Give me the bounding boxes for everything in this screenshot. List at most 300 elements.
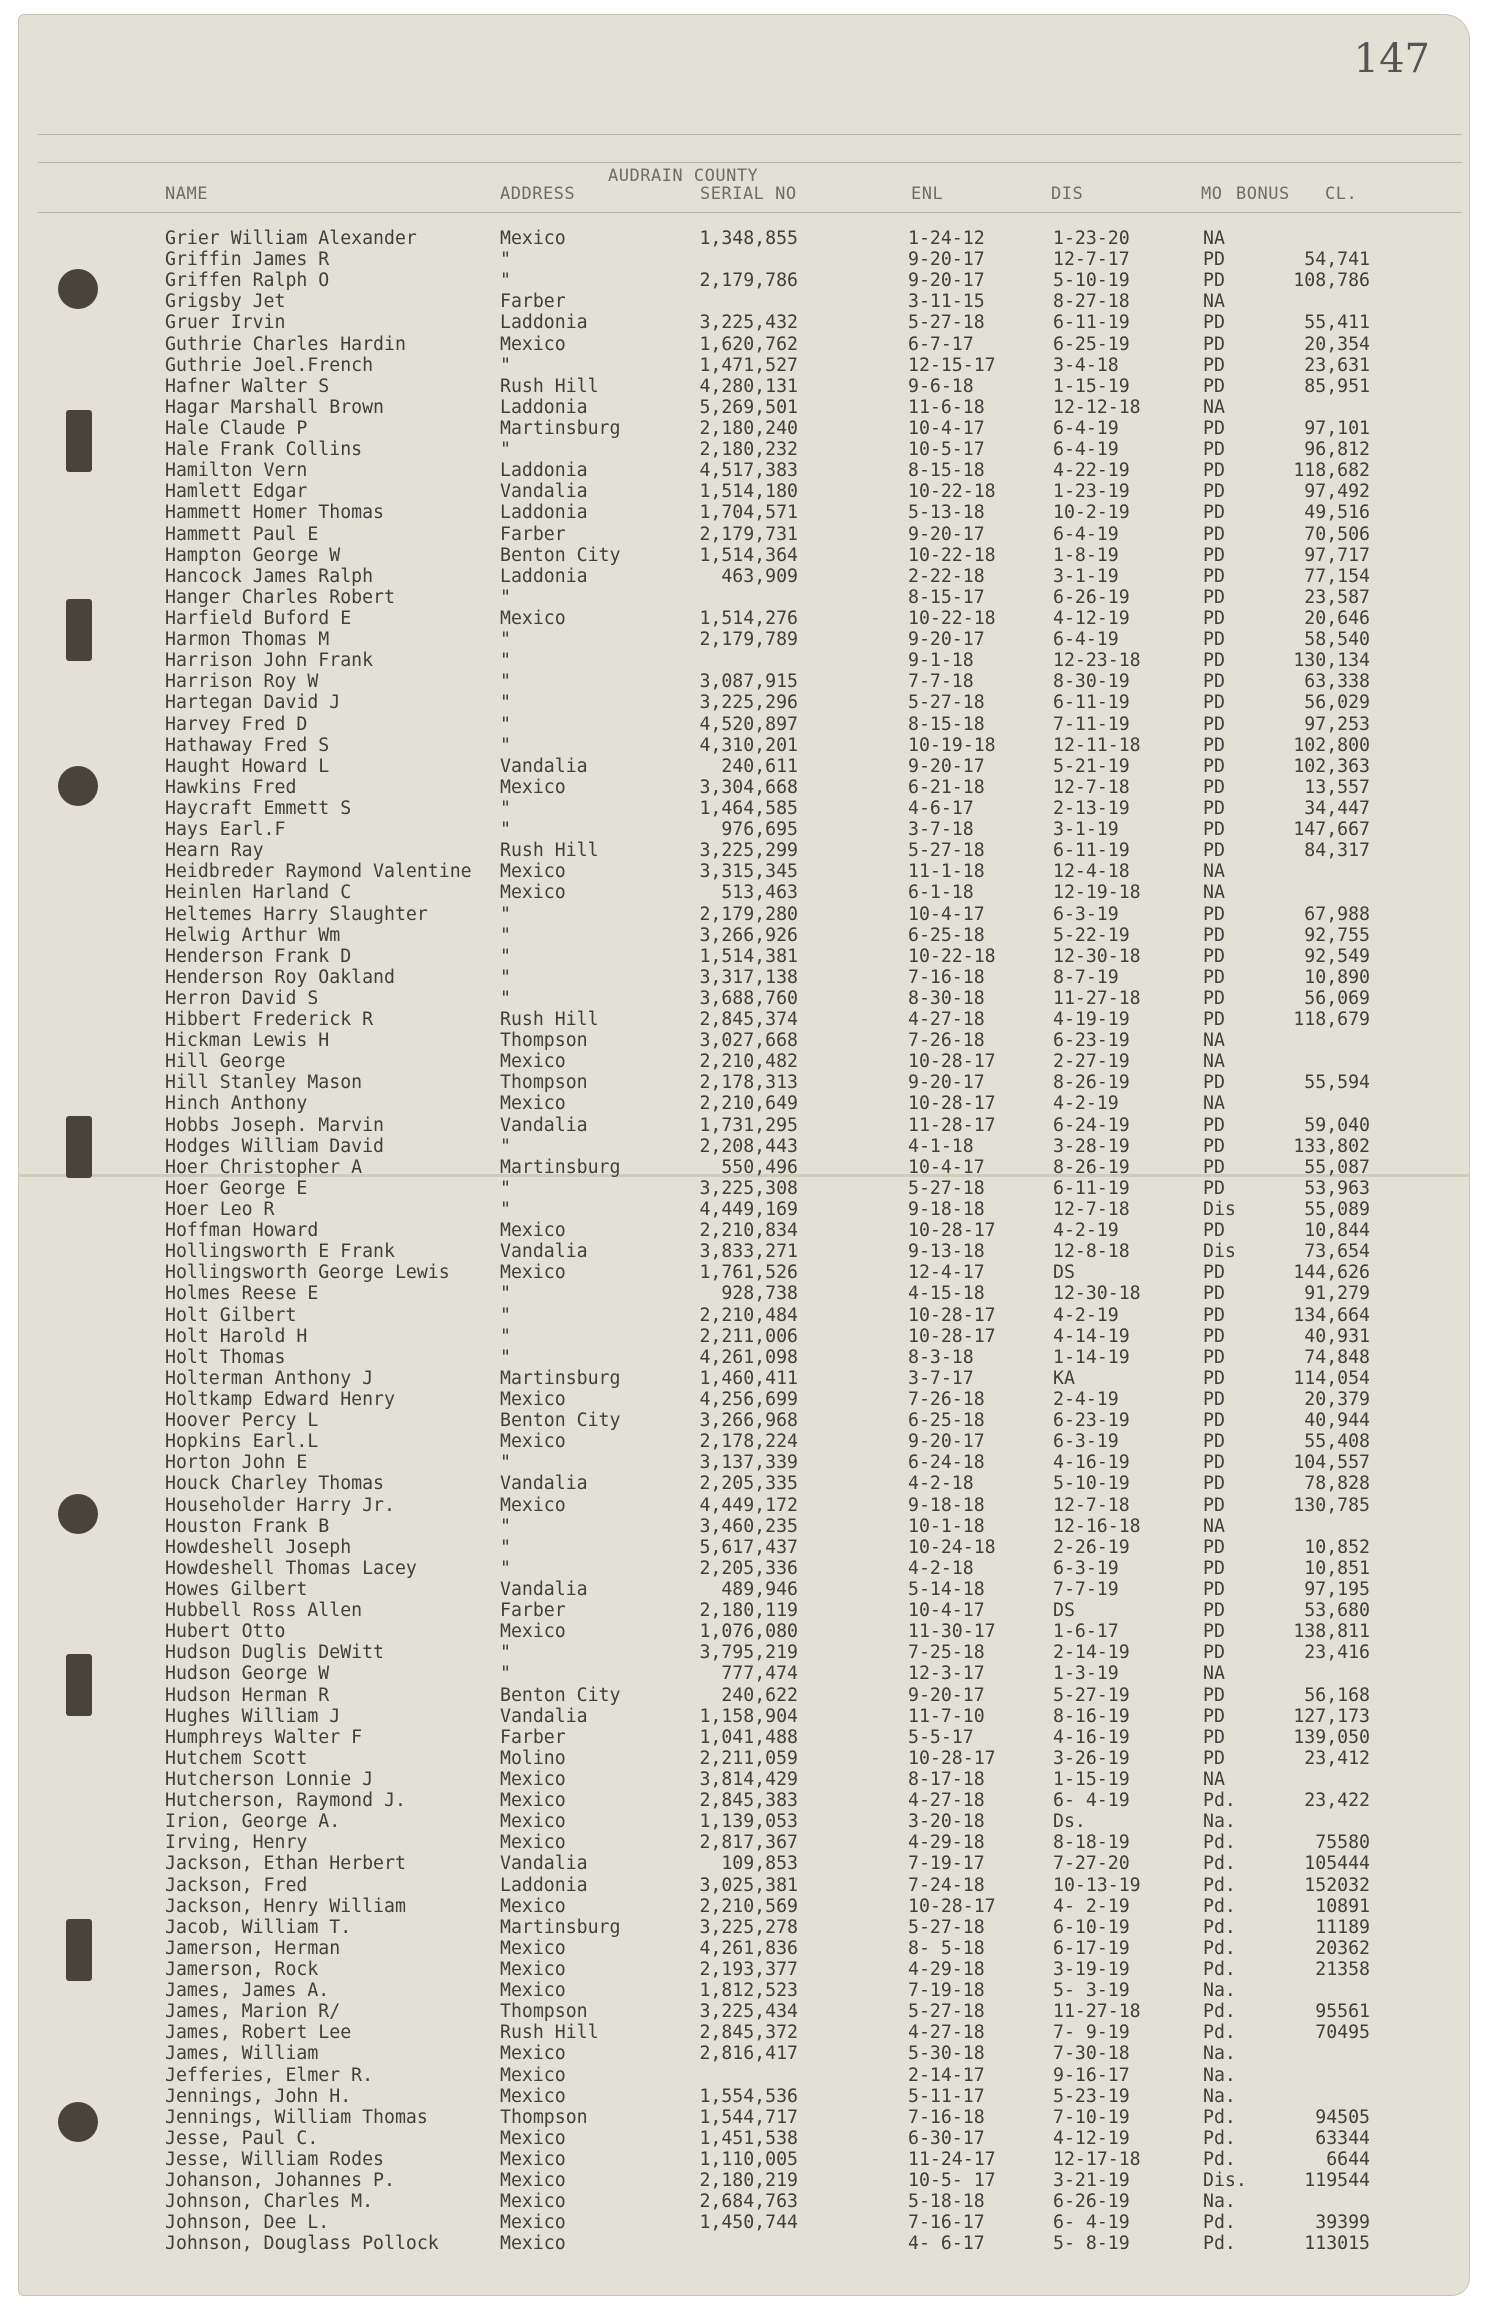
record-mo-status: Pd. [1203, 2022, 1236, 2044]
record-discharge-date: 10-13-19 [1053, 1874, 1141, 1896]
record-enlistment-date: 3-11-15 [908, 291, 985, 313]
record-mo-status: PD [1203, 417, 1225, 439]
record-mo-status: PD [1203, 671, 1225, 693]
record-mo-status: PD [1203, 586, 1225, 608]
record-name: Gruer Irvin [165, 312, 286, 334]
record-enlistment-date: 10-4-17 [908, 1600, 985, 1622]
record-name: Hinch Anthony [165, 1093, 308, 1115]
record-bonus: 118,679 [1293, 1009, 1370, 1031]
record-bonus: 152032 [1304, 1874, 1370, 1896]
record-bonus: 63344 [1315, 2127, 1370, 2149]
record-name: Jacob, William T. [165, 1916, 352, 1938]
record-serial-no: 3,315,345 [699, 861, 798, 883]
record-bonus: 139,050 [1293, 1726, 1370, 1748]
record-serial-no: 3,833,271 [699, 1241, 798, 1263]
record-serial-no: 1,620,762 [699, 333, 798, 355]
record-name: Jesse, William Rodes [165, 2148, 384, 2170]
record-discharge-date: 6-3-19 [1053, 1431, 1119, 1453]
binder-hole [58, 269, 98, 309]
ledger-page [18, 14, 1470, 2296]
record-serial-no: 1,514,180 [699, 481, 798, 503]
record-name: Johnson, Douglass Pollock [165, 2233, 439, 2255]
record-mo-status: PD [1203, 1009, 1225, 1031]
record-bonus: 95561 [1315, 2001, 1370, 2023]
record-address: Mexico [500, 1262, 566, 1284]
record-discharge-date: 11-27-18 [1053, 987, 1141, 1009]
column-header-mo: MO [1201, 184, 1223, 204]
record-address: " [500, 1304, 511, 1326]
record-serial-no: 2,210,569 [699, 1895, 798, 1917]
record-serial-no: 489,946 [721, 1579, 798, 1600]
record-enlistment-date: 7-16-18 [908, 2106, 985, 2128]
record-discharge-date: 12-16-18 [1053, 1515, 1141, 1537]
record-enlistment-date: 10-24-18 [908, 1536, 996, 1558]
record-serial-no: 928,738 [721, 1283, 798, 1305]
record-discharge-date: 4- 2-19 [1053, 1895, 1130, 1917]
record-serial-no: 1,554,536 [699, 2085, 798, 2107]
record-serial-no: 3,266,926 [699, 924, 798, 946]
record-enlistment-date: 5-27-18 [908, 1916, 985, 1938]
record-discharge-date: 3-19-19 [1053, 1958, 1130, 1980]
record-name: Hagar Marshall Brown [165, 396, 384, 418]
record-discharge-date: 6-11-19 [1053, 692, 1130, 714]
record-enlistment-date: 5-27-18 [908, 312, 985, 334]
record-enlistment-date: 10-5- 17 [908, 2170, 996, 2192]
record-mo-status: PD [1203, 1177, 1225, 1199]
record-mo-status: PD [1203, 713, 1225, 735]
record-discharge-date: 2-4-19 [1053, 1389, 1119, 1411]
record-bonus: 96,812 [1304, 439, 1370, 461]
record-discharge-date: 5-10-19 [1053, 1473, 1130, 1495]
record-address: Martinsburg [500, 417, 621, 439]
record-serial-no: 2,205,336 [699, 1557, 798, 1579]
record-serial-no: 2,845,374 [699, 1009, 798, 1031]
record-bonus: 20,354 [1304, 333, 1370, 355]
record-discharge-date: KA [1053, 1367, 1075, 1389]
record-name: Hubert Otto [165, 1621, 286, 1643]
record-enlistment-date: 3-7-18 [908, 819, 974, 841]
record-mo-status: Na. [1203, 2085, 1236, 2107]
record-name: Hutcherson, Raymond J. [165, 1790, 406, 1812]
record-address: " [500, 1642, 511, 1664]
record-bonus: 20,379 [1304, 1389, 1370, 1411]
record-mo-status: NA [1203, 1663, 1225, 1685]
record-mo-status: PD [1203, 1072, 1225, 1094]
record-address: Mexico [500, 2127, 566, 2149]
record-serial-no: 1,812,523 [699, 1980, 798, 2002]
record-name: Hutcherson Lonnie J [165, 1768, 374, 1790]
record-serial-no: 3,225,296 [699, 692, 798, 714]
record-address: " [500, 819, 511, 841]
record-discharge-date: 3-28-19 [1053, 1135, 1130, 1157]
record-enlistment-date: 9-13-18 [908, 1241, 985, 1263]
record-mo-status: PD [1203, 354, 1225, 376]
record-discharge-date: 4-2-19 [1053, 1304, 1119, 1326]
record-serial-no: 4,310,201 [699, 734, 798, 756]
record-mo-status: PD [1203, 249, 1225, 271]
record-name: Hudson Herman R [165, 1684, 330, 1706]
record-discharge-date: 4-16-19 [1053, 1452, 1130, 1474]
record-name: Hale Frank Collins [165, 439, 363, 461]
record-mo-status: PD [1203, 1747, 1225, 1769]
record-bonus: 78,828 [1304, 1473, 1370, 1495]
record-mo-status: PD [1203, 903, 1225, 925]
record-bonus: 10,852 [1304, 1536, 1370, 1558]
record-discharge-date: 2-14-19 [1053, 1642, 1130, 1664]
record-name: Jackson, Henry William [165, 1895, 406, 1917]
record-enlistment-date: 3-7-17 [908, 1367, 974, 1389]
record-enlistment-date: 5-27-18 [908, 692, 985, 714]
record-name: Hodges William David [165, 1135, 384, 1157]
record-mo-status: NA [1203, 1093, 1225, 1115]
record-mo-status: PD [1203, 797, 1225, 819]
record-address: Vandalia [500, 1705, 588, 1727]
record-address: Mexico [500, 1389, 566, 1411]
record-discharge-date: DS [1053, 1600, 1075, 1622]
record-serial-no: 2,210,834 [699, 1220, 798, 1242]
record-discharge-date: 6-23-19 [1053, 1410, 1130, 1432]
record-discharge-date: DS [1053, 1262, 1075, 1284]
page-number: 147 [1353, 36, 1430, 82]
record-discharge-date: 3-26-19 [1053, 1747, 1130, 1769]
record-name: Hollingsworth George Lewis [165, 1262, 450, 1284]
record-address: Mexico [500, 861, 566, 883]
record-discharge-date: 6-3-19 [1053, 903, 1119, 925]
record-name: Houck Charley Thomas [165, 1473, 384, 1495]
record-mo-status: PD [1203, 375, 1225, 397]
record-address: " [500, 1325, 511, 1347]
record-mo-status: Na. [1203, 1980, 1236, 2002]
record-name: Harrison Roy W [165, 671, 319, 693]
record-mo-status: PD [1203, 1135, 1225, 1157]
record-discharge-date: 6-3-19 [1053, 1557, 1119, 1579]
record-mo-status: PD [1203, 1642, 1225, 1664]
record-address: Laddonia [500, 565, 588, 587]
record-address: Vandalia [500, 1241, 588, 1263]
record-enlistment-date: 4-27-18 [908, 1009, 985, 1031]
record-serial-no: 1,041,488 [699, 1726, 798, 1748]
record-discharge-date: 3-1-19 [1053, 565, 1119, 587]
record-mo-status: PD [1203, 1304, 1225, 1326]
record-mo-status: Pd. [1203, 2212, 1236, 2234]
record-discharge-date: 4-19-19 [1053, 1009, 1130, 1031]
record-discharge-date: 6- 4-19 [1053, 2212, 1130, 2234]
record-mo-status: NA [1203, 1768, 1225, 1790]
record-mo-status: Dis [1203, 1199, 1236, 1221]
record-address: Benton City [500, 544, 621, 566]
record-enlistment-date: 5-30-18 [908, 2043, 985, 2065]
record-mo-status: PD [1203, 1283, 1225, 1305]
record-enlistment-date: 9-20-17 [908, 523, 985, 545]
record-bonus: 113015 [1304, 2233, 1370, 2255]
record-discharge-date: 2-26-19 [1053, 1536, 1130, 1558]
record-name: Howdeshell Joseph [165, 1536, 352, 1558]
record-serial-no: 2,180,219 [699, 2170, 798, 2192]
record-mo-status: PD [1203, 607, 1225, 629]
record-name: Henderson Roy Oakland [165, 966, 395, 988]
record-enlistment-date: 5-18-18 [908, 2191, 985, 2213]
binder-hole [58, 766, 98, 806]
record-name: Johanson, Johannes P. [165, 2170, 395, 2192]
record-enlistment-date: 9-20-17 [908, 1431, 985, 1453]
record-name: Harvey Fred D [165, 713, 308, 735]
record-name: Jamerson, Rock [165, 1958, 319, 1980]
record-address: Mexico [500, 1937, 566, 1959]
record-discharge-date: 5-10-19 [1053, 270, 1130, 292]
record-address: Thompson [500, 2001, 588, 2023]
record-bonus: 23,422 [1304, 1790, 1370, 1812]
record-name: James, Robert Lee [165, 2022, 352, 2044]
record-address: " [500, 1346, 511, 1368]
record-address: " [500, 1557, 511, 1579]
record-name: James, James A. [165, 1980, 330, 2002]
record-serial-no: 3,025,381 [699, 1874, 798, 1896]
record-serial-no: 1,460,411 [699, 1367, 798, 1389]
record-name: Haycraft Emmett S [165, 797, 352, 819]
record-serial-no: 2,180,240 [699, 417, 798, 439]
record-address: " [500, 249, 511, 271]
record-serial-no: 3,225,299 [699, 840, 798, 862]
record-mo-status: NA [1203, 291, 1225, 313]
record-enlistment-date: 10-4-17 [908, 417, 985, 439]
record-discharge-date: 6-4-19 [1053, 523, 1119, 545]
column-header-bonus: BONUS [1236, 184, 1290, 204]
record-enlistment-date: 7-19-18 [908, 1980, 985, 2002]
record-enlistment-date: 5-11-17 [908, 2085, 985, 2107]
record-bonus: 55,087 [1304, 1156, 1370, 1178]
record-name: Hobbs Joseph. Marvin [165, 1114, 384, 1136]
record-discharge-date: 4-16-19 [1053, 1726, 1130, 1748]
record-name: Holterman Anthony J [165, 1367, 374, 1389]
record-discharge-date: 2-27-19 [1053, 1051, 1130, 1073]
record-discharge-date: 6-25-19 [1053, 333, 1130, 355]
record-bonus: 102,800 [1293, 734, 1370, 756]
header-rule [38, 162, 1462, 163]
record-enlistment-date: 10-22-18 [908, 481, 996, 503]
record-discharge-date: 6-17-19 [1053, 1937, 1130, 1959]
record-serial-no: 3,225,278 [699, 1916, 798, 1938]
record-address: Rush Hill [500, 375, 599, 397]
record-address: " [500, 270, 511, 292]
record-discharge-date: 2-13-19 [1053, 797, 1130, 819]
record-address: Laddonia [500, 1874, 588, 1896]
record-serial-no: 2,845,372 [699, 2022, 798, 2044]
record-serial-no: 513,463 [721, 882, 798, 904]
record-mo-status: Pd. [1203, 2001, 1236, 2023]
record-enlistment-date: 4-15-18 [908, 1283, 985, 1305]
record-address: Mexico [500, 1895, 566, 1917]
record-enlistment-date: 7-25-18 [908, 1642, 985, 1664]
record-bonus: 104,557 [1293, 1452, 1370, 1474]
record-discharge-date: 7-27-20 [1053, 1853, 1130, 1875]
record-enlistment-date: 11-1-18 [908, 861, 985, 883]
binder-slot [66, 1919, 92, 1981]
record-bonus: 23,587 [1304, 586, 1370, 608]
record-name: Harrison John Frank [165, 650, 374, 672]
record-name: Hill Stanley Mason [165, 1072, 363, 1094]
record-enlistment-date: 2-22-18 [908, 565, 985, 587]
record-enlistment-date: 4- 6-17 [908, 2233, 985, 2255]
record-mo-status: PD [1203, 1452, 1225, 1474]
record-enlistment-date: 6-25-18 [908, 924, 985, 946]
record-discharge-date: 1-23-20 [1053, 228, 1130, 249]
record-serial-no: 2,205,335 [699, 1473, 798, 1495]
record-address: " [500, 354, 511, 376]
record-address: " [500, 945, 511, 967]
record-enlistment-date: 12-4-17 [908, 1262, 985, 1284]
record-discharge-date: 6-11-19 [1053, 1177, 1130, 1199]
record-address: Mexico [500, 882, 566, 904]
record-mo-status: NA [1203, 1051, 1225, 1073]
record-enlistment-date: 10-19-18 [908, 734, 996, 756]
record-name: Hale Claude P [165, 417, 308, 439]
record-address: " [500, 987, 511, 1009]
record-discharge-date: 11-27-18 [1053, 2001, 1141, 2023]
record-discharge-date: 5-21-19 [1053, 755, 1130, 777]
record-name: Howdeshell Thomas Lacey [165, 1557, 417, 1579]
record-discharge-date: 1-3-19 [1053, 1663, 1119, 1685]
record-enlistment-date: 9-6-18 [908, 375, 974, 397]
record-enlistment-date: 5-13-18 [908, 502, 985, 524]
record-address: Rush Hill [500, 840, 599, 862]
record-address: Rush Hill [500, 1009, 599, 1031]
record-discharge-date: 6-26-19 [1053, 586, 1130, 608]
record-mo-status: Pd. [1203, 1790, 1236, 1812]
record-mo-status: PD [1203, 1621, 1225, 1643]
record-mo-status: PD [1203, 1557, 1225, 1579]
record-bonus: 10891 [1315, 1895, 1370, 1917]
record-address: Mexico [500, 2064, 566, 2086]
record-name: Haught Howard L [165, 755, 330, 777]
record-bonus: 97,195 [1304, 1579, 1370, 1600]
record-name: Hammett Paul E [165, 523, 319, 545]
record-address: Mexico [500, 2043, 566, 2065]
record-enlistment-date: 7-24-18 [908, 1874, 985, 1896]
record-address: " [500, 1177, 511, 1199]
binder-slot [66, 1116, 92, 1178]
record-serial-no: 2,180,232 [699, 439, 798, 461]
record-mo-status: Pd. [1203, 2233, 1236, 2255]
record-name: Hawkins Fred [165, 776, 297, 798]
record-name: Hays Earl.F [165, 819, 286, 841]
record-mo-status: PD [1203, 1431, 1225, 1453]
record-name: Johnson, Dee L. [165, 2212, 330, 2234]
record-name: Houston Frank B [165, 1515, 330, 1537]
record-discharge-date: 8-27-18 [1053, 291, 1130, 313]
record-serial-no: 4,280,131 [699, 375, 798, 397]
record-serial-no: 2,179,280 [699, 903, 798, 925]
record-mo-status: PD [1203, 1262, 1225, 1284]
record-bonus: 75580 [1315, 1832, 1370, 1854]
record-discharge-date: 7-10-19 [1053, 2106, 1130, 2128]
record-name: James, Marion R/ [165, 2001, 341, 2023]
record-serial-no: 4,261,098 [699, 1346, 798, 1368]
record-discharge-date: 3-4-18 [1053, 354, 1119, 376]
record-serial-no: 3,460,235 [699, 1515, 798, 1537]
record-address: " [500, 692, 511, 714]
record-discharge-date: 4-12-19 [1053, 607, 1130, 629]
record-address: Mexico [500, 1494, 566, 1516]
record-serial-no: 976,695 [721, 819, 798, 841]
record-mo-status: PD [1203, 1684, 1225, 1706]
record-name: Harmon Thomas M [165, 629, 330, 651]
record-name: Hill George [165, 1051, 286, 1073]
column-header-dis: DIS [1051, 184, 1084, 204]
record-serial-no: 3,688,760 [699, 987, 798, 1009]
record-enlistment-date: 10-22-18 [908, 945, 996, 967]
record-address: " [500, 1663, 511, 1685]
record-discharge-date: Ds. [1053, 1811, 1086, 1833]
record-address: " [500, 734, 511, 756]
binder-hole [58, 1494, 98, 1534]
record-name: Hafner Walter S [165, 375, 330, 397]
record-enlistment-date: 6-25-18 [908, 1410, 985, 1432]
record-mo-status: PD [1203, 755, 1225, 777]
record-bonus: 10,844 [1304, 1220, 1370, 1242]
record-discharge-date: 7-30-18 [1053, 2043, 1130, 2065]
record-serial-no: 4,520,897 [699, 713, 798, 735]
record-discharge-date: 12-7-18 [1053, 1199, 1130, 1221]
record-name: Hickman Lewis H [165, 1030, 330, 1052]
record-mo-status: PD [1203, 439, 1225, 461]
record-enlistment-date: 4-6-17 [908, 797, 974, 819]
record-address: " [500, 629, 511, 651]
record-enlistment-date: 4-2-18 [908, 1473, 974, 1495]
record-mo-status: PD [1203, 1473, 1225, 1495]
record-address: Mexico [500, 1958, 566, 1980]
record-name: Helwig Arthur Wm [165, 924, 341, 946]
record-address: Thompson [500, 1072, 588, 1094]
record-serial-no: 2,817,367 [699, 1832, 798, 1854]
record-serial-no: 3,225,434 [699, 2001, 798, 2023]
record-name: Holt Thomas [165, 1346, 286, 1368]
record-bonus: 105444 [1304, 1853, 1370, 1875]
record-bonus: 53,680 [1304, 1600, 1370, 1622]
record-name: Jesse, Paul C. [165, 2127, 319, 2149]
record-serial-no: 3,225,432 [699, 312, 798, 334]
record-discharge-date: 12-23-18 [1053, 650, 1141, 672]
record-serial-no: 1,471,527 [699, 354, 798, 376]
record-discharge-date: 6-23-19 [1053, 1030, 1130, 1052]
record-bonus: 70,506 [1304, 523, 1370, 545]
record-serial-no: 3,266,968 [699, 1410, 798, 1432]
record-mo-status: PD [1203, 1156, 1225, 1178]
record-discharge-date: 4-12-19 [1053, 2127, 1130, 2149]
record-enlistment-date: 1-24-12 [908, 228, 985, 249]
record-mo-status: PD [1203, 1325, 1225, 1347]
record-serial-no: 1,464,585 [699, 797, 798, 819]
record-serial-no: 2,684,763 [699, 2191, 798, 2213]
record-discharge-date: 1-14-19 [1053, 1346, 1130, 1368]
record-enlistment-date: 4-29-18 [908, 1832, 985, 1854]
record-bonus: 13,557 [1304, 776, 1370, 798]
record-enlistment-date: 10-4-17 [908, 903, 985, 925]
record-mo-status: NA [1203, 228, 1225, 249]
record-discharge-date: 1-15-19 [1053, 375, 1130, 397]
record-address: Vandalia [500, 755, 588, 777]
record-bonus: 10,890 [1304, 966, 1370, 988]
record-address: Vandalia [500, 1853, 588, 1875]
record-address: Mexico [500, 2191, 566, 2213]
record-mo-status: Na. [1203, 2043, 1236, 2065]
record-enlistment-date: 4-27-18 [908, 1790, 985, 1812]
record-discharge-date: 1-8-19 [1053, 544, 1119, 566]
record-discharge-date: 8-30-19 [1053, 671, 1130, 693]
record-mo-status: PD [1203, 776, 1225, 798]
record-name: Hibbert Frederick R [165, 1009, 374, 1031]
record-discharge-date: 1-23-19 [1053, 481, 1130, 503]
record-address: " [500, 1515, 511, 1537]
